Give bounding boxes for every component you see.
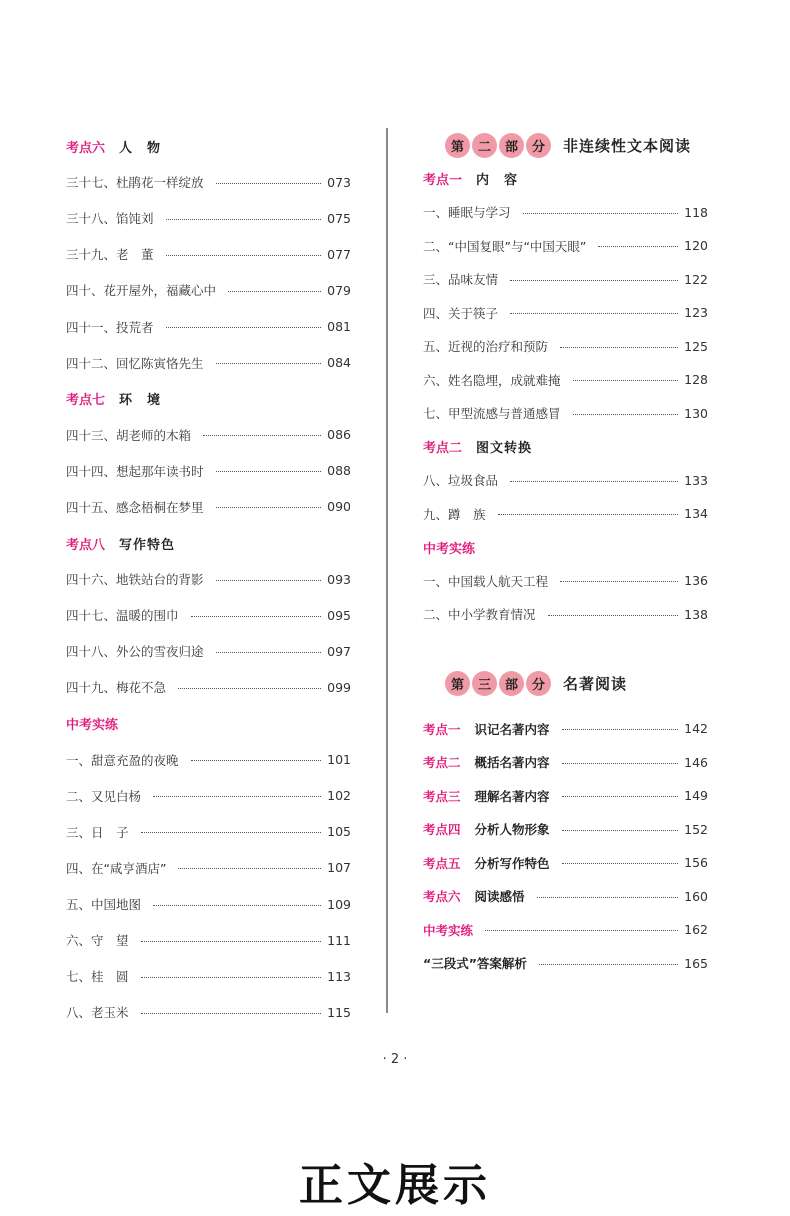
entry-page: 156 xyxy=(684,855,708,871)
toc-entry[interactable] xyxy=(423,913,708,947)
section-key: 考点二 xyxy=(423,441,463,457)
page-number: · 2 · xyxy=(382,1052,408,1067)
toc-entry[interactable] xyxy=(66,308,351,344)
toc-section-heading xyxy=(423,162,708,196)
dot-leader xyxy=(216,363,322,364)
dot-leader xyxy=(216,183,322,184)
dot-leader xyxy=(166,255,322,256)
toc-entry[interactable] xyxy=(423,846,708,880)
dot-leader xyxy=(228,291,321,292)
entry-page: 086 xyxy=(327,427,351,443)
entry-page: 097 xyxy=(327,643,351,659)
toc-entry[interactable] xyxy=(66,272,351,308)
toc-right-column xyxy=(423,128,708,980)
dot-leader xyxy=(141,941,322,942)
toc-entry[interactable] xyxy=(66,453,351,489)
entry-title: 三、品味友情 xyxy=(423,272,499,288)
entry-title: 概括名著内容 xyxy=(474,755,550,771)
dot-leader xyxy=(510,280,678,281)
toc-entry[interactable] xyxy=(423,880,708,914)
dot-leader xyxy=(191,616,322,617)
entry-page: 162 xyxy=(684,922,708,938)
dot-leader xyxy=(153,905,321,906)
entry-page: 111 xyxy=(327,932,351,948)
entry-title: 理解名著内容 xyxy=(474,788,550,804)
dot-leader xyxy=(562,763,679,764)
toc-entry[interactable] xyxy=(423,397,708,431)
toc-entry[interactable] xyxy=(66,669,351,705)
toc-section-heading xyxy=(423,531,708,565)
entry-page: 120 xyxy=(684,238,708,254)
toc-section-heading xyxy=(66,525,351,561)
entry-title: 八、垃圾食品 xyxy=(423,473,499,489)
entry-page: 128 xyxy=(684,372,708,388)
entry-page: 149 xyxy=(684,788,708,804)
dot-leader xyxy=(562,830,679,831)
entry-title: 九、蹲 族 xyxy=(423,506,486,522)
toc-entry[interactable] xyxy=(66,597,351,633)
part-char: 分 xyxy=(526,133,551,158)
entry-title: 分析人物形象 xyxy=(474,822,550,838)
dot-leader xyxy=(141,977,322,978)
entry-page: 123 xyxy=(684,305,708,321)
entry-title: “三段式”答案解析 xyxy=(423,956,527,972)
dot-leader xyxy=(510,481,678,482)
toc-entry[interactable] xyxy=(66,850,351,886)
entry-title: 三十七、杜鹃花一样绽放 xyxy=(66,175,204,191)
entry-title: 二、中小学教育情况 xyxy=(423,607,536,623)
dot-leader xyxy=(562,729,679,730)
toc-entry[interactable] xyxy=(66,742,351,778)
part-two-title: 非连续性文本阅读 xyxy=(563,136,692,155)
section-key: 考点八 xyxy=(66,537,106,553)
entry-page: 105 xyxy=(327,824,351,840)
entry-title: 四、在“咸亨酒店” xyxy=(66,860,167,876)
dot-leader xyxy=(216,652,322,653)
toc-entry[interactable] xyxy=(66,922,351,958)
dot-leader xyxy=(562,863,679,864)
entry-title: 七、甲型流感与普通感冒 xyxy=(423,406,561,422)
entry-title: 一、甜意充盈的夜晚 xyxy=(66,752,179,768)
section-title: 内 容 xyxy=(476,173,519,189)
entry-title: 四十八、外公的雪夜归途 xyxy=(66,644,204,660)
section-key: 考点六 xyxy=(66,140,106,156)
entry-title: 六、姓名隐埋，成就难掩 xyxy=(423,372,561,388)
entry-page: 088 xyxy=(327,463,351,479)
entry-key: 考点三 xyxy=(423,788,461,804)
part-char: 三 xyxy=(472,671,497,696)
toc-entry[interactable] xyxy=(66,778,351,814)
part-three-heading xyxy=(445,666,708,700)
toc-entry[interactable] xyxy=(423,296,708,330)
dot-leader xyxy=(537,897,679,898)
entry-page: 136 xyxy=(684,573,708,589)
entry-page: 077 xyxy=(327,246,351,262)
toc-section-heading xyxy=(423,430,708,464)
entry-title: 四、关于筷子 xyxy=(423,305,499,321)
dot-leader xyxy=(141,832,322,833)
entry-page: 160 xyxy=(684,888,708,904)
dot-leader xyxy=(510,313,678,314)
dot-leader xyxy=(523,213,679,214)
entry-page: 090 xyxy=(327,499,351,515)
entry-page: 073 xyxy=(327,174,351,190)
bottom-title: 正文展示 xyxy=(299,1160,491,1211)
toc-entry[interactable] xyxy=(423,712,708,746)
dot-leader xyxy=(216,471,322,472)
entry-title: 三十九、老 董 xyxy=(66,247,154,263)
section-title: 环 境 xyxy=(119,393,162,409)
entry-title: 八、老玉米 xyxy=(66,1005,129,1021)
entry-page: 146 xyxy=(684,754,708,770)
toc-entry[interactable] xyxy=(66,633,351,669)
part-char: 二 xyxy=(472,133,497,158)
entry-page: 095 xyxy=(327,607,351,623)
entry-title: 四十九、梅花不急 xyxy=(66,680,167,696)
entry-title: 一、中国载人航天工程 xyxy=(423,573,549,589)
entry-page: 107 xyxy=(327,860,351,876)
toc-section-heading xyxy=(66,706,351,742)
entry-page: 084 xyxy=(327,355,351,371)
part-char: 分 xyxy=(526,671,551,696)
part-two-badge xyxy=(445,133,553,158)
entry-page: 113 xyxy=(327,968,351,984)
dot-leader xyxy=(562,796,679,797)
toc-entry[interactable] xyxy=(423,746,708,780)
part-three-list xyxy=(423,712,708,980)
entry-title: 五、近视的治疗和预防 xyxy=(423,339,549,355)
toc-entry[interactable] xyxy=(423,196,708,230)
section-key: 考点一 xyxy=(423,173,463,189)
entry-title: 六、守 望 xyxy=(66,933,129,949)
part-three-title: 名著阅读 xyxy=(563,674,628,693)
entry-title: 三十八、馅饨刘 xyxy=(66,211,154,227)
entry-title: 四十三、胡老师的木箱 xyxy=(66,427,192,443)
toc-entry[interactable] xyxy=(66,345,351,381)
toc-entry[interactable] xyxy=(423,330,708,364)
part-three-badge xyxy=(445,671,553,696)
entry-page: 109 xyxy=(327,896,351,912)
toc-entry[interactable] xyxy=(66,417,351,453)
entry-title: 四十四、想起那年读书时 xyxy=(66,463,204,479)
toc-left-column xyxy=(66,128,351,1030)
toc-entry[interactable] xyxy=(66,814,351,850)
entry-title: 四十五、感念梧桐在梦里 xyxy=(66,499,204,515)
dot-leader xyxy=(498,514,679,515)
entry-page: 075 xyxy=(327,210,351,226)
dot-leader xyxy=(560,347,678,348)
entry-page: 079 xyxy=(327,282,351,298)
entry-page: 102 xyxy=(327,788,351,804)
entry-page: 118 xyxy=(684,204,708,220)
section-key: 考点七 xyxy=(66,393,106,409)
dot-leader xyxy=(216,580,322,581)
toc-entry[interactable] xyxy=(423,779,708,813)
dot-leader xyxy=(166,327,322,328)
part-char: 第 xyxy=(445,133,470,158)
toc-entry[interactable] xyxy=(423,363,708,397)
entry-key: 考点六 xyxy=(423,889,461,905)
entry-page: 134 xyxy=(684,506,708,522)
entry-key: 考点一 xyxy=(423,721,461,737)
section-title: 图文转换 xyxy=(476,441,533,457)
entry-title: 七、桂 圆 xyxy=(66,969,129,985)
entry-page: 165 xyxy=(684,955,708,971)
section-title: 写作特色 xyxy=(119,537,176,553)
entry-page: 081 xyxy=(327,319,351,335)
toc-entry[interactable] xyxy=(66,489,351,525)
entry-key: 考点二 xyxy=(423,755,461,771)
entry-title: 二、又见白杨 xyxy=(66,788,142,804)
dot-leader xyxy=(178,868,321,869)
toc-entry[interactable] xyxy=(423,564,708,598)
entry-title: 分析写作特色 xyxy=(474,855,550,871)
toc-section-heading xyxy=(66,128,351,164)
entry-title: 四十一、投荒者 xyxy=(66,319,154,335)
dot-leader xyxy=(153,796,321,797)
toc-entry[interactable] xyxy=(423,263,708,297)
dot-leader xyxy=(548,615,679,616)
toc-section-heading xyxy=(66,381,351,417)
part-char: 部 xyxy=(499,133,524,158)
dot-leader xyxy=(539,964,678,965)
dot-leader xyxy=(560,581,678,582)
dot-leader xyxy=(216,507,322,508)
entry-key: 考点四 xyxy=(423,822,461,838)
entry-page: 125 xyxy=(684,338,708,354)
entry-title: 二、“中国复眼”与“中国天眼” xyxy=(423,238,587,254)
dot-leader xyxy=(203,435,321,436)
dot-leader xyxy=(178,688,321,689)
entry-page: 099 xyxy=(327,679,351,695)
entry-title: 一、睡眠与学习 xyxy=(423,205,511,221)
part-char: 部 xyxy=(499,671,524,696)
toc-entry[interactable] xyxy=(66,200,351,236)
section-title: 人 物 xyxy=(119,140,162,156)
column-divider xyxy=(386,128,388,1013)
dot-leader xyxy=(191,760,322,761)
toc-entry[interactable] xyxy=(423,464,708,498)
dot-leader xyxy=(598,246,678,247)
entry-page: 122 xyxy=(684,271,708,287)
toc-entry[interactable] xyxy=(66,886,351,922)
dot-leader xyxy=(166,219,322,220)
toc-entry[interactable] xyxy=(66,958,351,994)
entry-title: 四十、花开屋外，福藏心中 xyxy=(66,283,217,299)
toc-entry[interactable] xyxy=(423,229,708,263)
entry-page: 130 xyxy=(684,405,708,421)
toc-entry[interactable] xyxy=(66,994,351,1030)
dot-leader xyxy=(485,930,678,931)
entry-page: 115 xyxy=(327,1004,351,1020)
toc-entry[interactable] xyxy=(423,813,708,847)
dot-leader xyxy=(141,1013,322,1014)
entry-page: 133 xyxy=(684,472,708,488)
entry-page: 138 xyxy=(684,606,708,622)
entry-title: 三、日 子 xyxy=(66,824,129,840)
part-two-heading xyxy=(445,128,708,162)
entry-title: 五、中国地图 xyxy=(66,897,142,913)
part-two-list xyxy=(423,162,708,631)
entry-title: 识记名著内容 xyxy=(474,721,550,737)
part-char: 第 xyxy=(445,671,470,696)
entry-title: 四十二、回忆陈寅恪先生 xyxy=(66,355,204,371)
entry-key: 考点五 xyxy=(423,855,461,871)
dot-leader xyxy=(573,380,679,381)
toc-entry[interactable] xyxy=(423,497,708,531)
entry-page: 142 xyxy=(684,721,708,737)
toc-entry[interactable] xyxy=(66,236,351,272)
entry-page: 101 xyxy=(327,752,351,768)
entry-title: 四十六、地铁站台的背影 xyxy=(66,572,204,588)
section-key: 中考实练 xyxy=(423,541,476,557)
entry-title: 四十七、温暖的围巾 xyxy=(66,608,179,624)
dot-leader xyxy=(573,414,679,415)
entry-page: 093 xyxy=(327,571,351,587)
entry-title: 阅读感悟 xyxy=(474,889,525,905)
toc-entry[interactable] xyxy=(66,561,351,597)
toc-entry[interactable] xyxy=(66,164,351,200)
entry-key: 中考实练 xyxy=(423,922,474,938)
toc-entry[interactable] xyxy=(423,947,708,981)
section-key: 中考实练 xyxy=(66,718,119,734)
toc-entry[interactable] xyxy=(423,598,708,632)
entry-page: 152 xyxy=(684,821,708,837)
